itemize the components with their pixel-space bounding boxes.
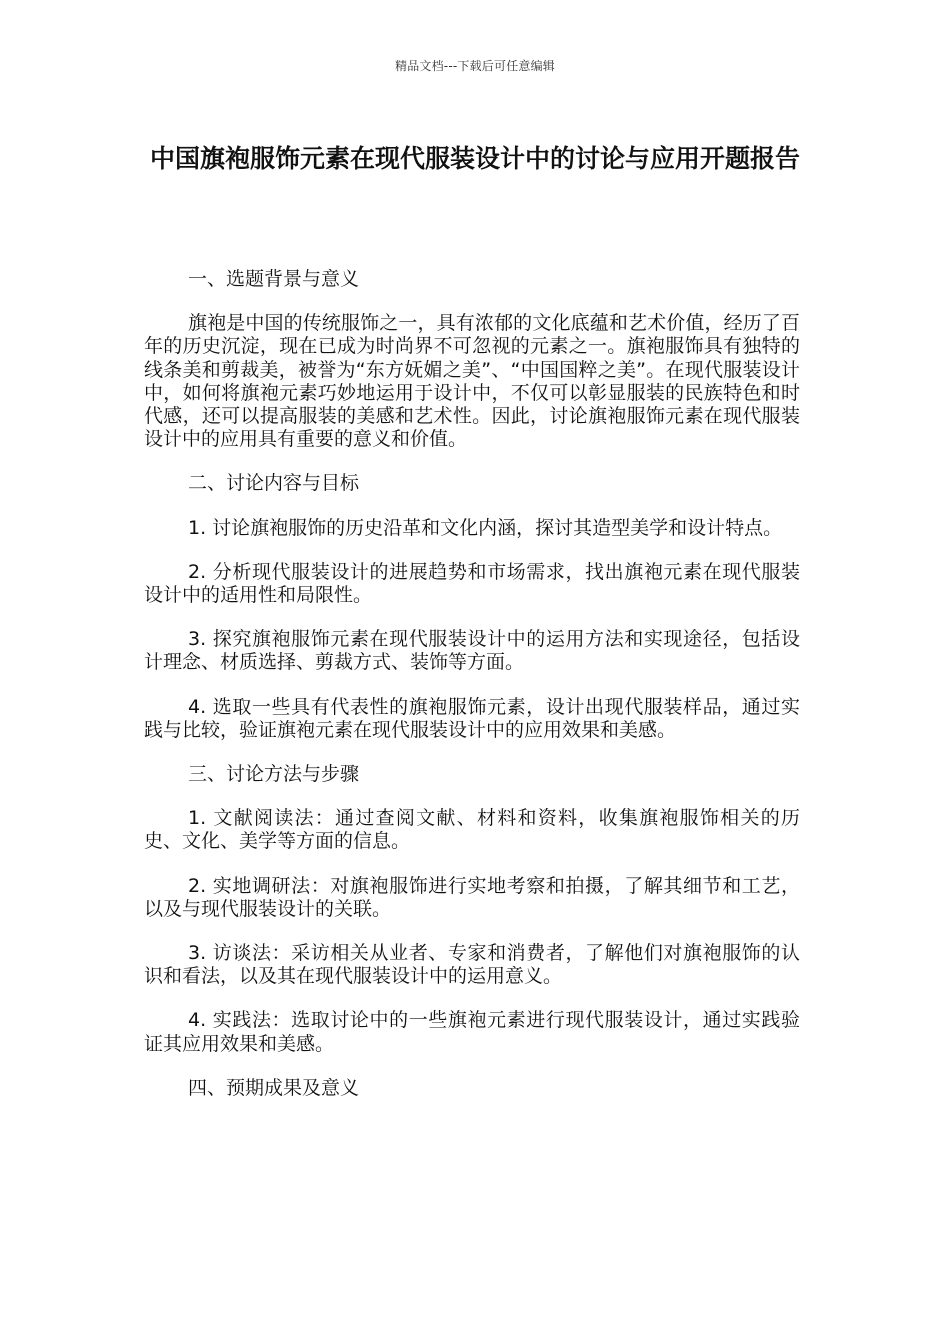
list-item-paragraph: 4. 实践法：选取讨论中的一些旗袍元素进行现代服装设计，通过实践验证其应用效果和美感。 (144, 1009, 800, 1055)
header-note: 精品文档---下载后可任意编辑 (395, 59, 555, 73)
section-heading: 一、选题背景与意义 (188, 268, 360, 290)
list-item-paragraph: 3. 探究旗袍服饰元素在现代服装设计中的运用方法和实现途径，包括设计理念、材质选择、剪裁方式、装饰等方面。 (144, 628, 800, 674)
list-item-paragraph: 1. 文献阅读法：通过查阅文献、材料和资料，收集旗袍服饰相关的历史、文化、美学等方面的信息。 (144, 807, 800, 853)
list-item-paragraph: 1. 讨论旗袍服饰的历史沿革和文化内涵，探讨其造型美学和设计特点。 (188, 516, 783, 539)
list-item-paragraph: 4. 选取一些具有代表性的旗袍服饰元素，设计出现代服装样品，通过实践与比较，验证旗袍元素在现代服装设计中的应用效果和美感。 (144, 695, 800, 741)
list-item-paragraph: 2. 实地调研法：对旗袍服饰进行实地考察和拍摄，了解其细节和工艺，以及与现代服装设计的关联。 (144, 874, 800, 920)
document-body (144, 268, 800, 1121)
list-item-paragraph: 3. 访谈法：采访相关从业者、专家和消费者，了解他们对旗袍服饰的认识和看法，以及其在现代服装设计中的运用意义。 (144, 942, 800, 988)
section-heading: 四、预期成果及意义 (188, 1076, 360, 1099)
section-heading: 二、讨论内容与目标 (188, 472, 360, 495)
list-item-paragraph: 2. 分析现代服装设计的进展趋势和市场需求，找出旗袍元素在现代服装设计中的适用性和局限性。 (144, 560, 800, 607)
document-title: 中国旗袍服饰元素在现代服装设计中的讨论与应用开题报告 (149, 144, 800, 173)
section-heading: 三、讨论方法与步骤 (188, 763, 360, 786)
body-paragraph: 旗袍是中国的传统服饰之一，具有浓郁的文化底蕴和艺术价值，经历了百年的历史沉淀，现在已成为时尚界不可忽视的元素之一。旗袍服饰具有独特的线条美和剪裁美，被誉为“东方妩媚之美”、“中国国粹之美”。在现代服装设计中，如何将旗袍元素巧妙地运用于设计中，不仅可以彰显服装的民族特色和时代感，还可以提高服装的美感和艺术性。因此，讨论旗袍服饰元素在现代服装设计中的应用具有重要的意义和价值。 (144, 312, 800, 451)
